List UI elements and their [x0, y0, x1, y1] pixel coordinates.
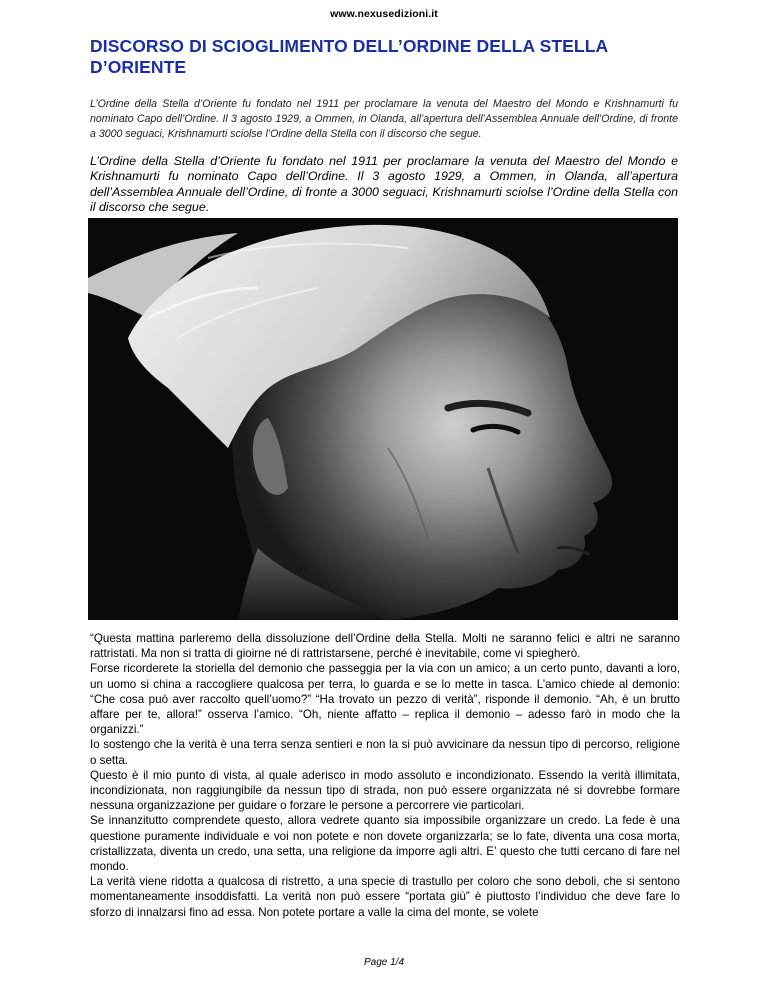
portrait-photo [88, 218, 678, 620]
abstract-intro-small: L’Ordine della Stella d’Oriente fu fondato nel 1911 per proclamare la venuta del Maestro del Mondo e Krishnamurti fu nominato Capo dell’Ordine. Il 3 agosto 1929, a Ommen, in Olanda, all’apertura dell’Assemblea Annuale dell’Ordine, di fronte a 3000 seguaci, Krishnamurti sciolse l’Ordine della Stella con il discorso che segue. [90, 98, 678, 140]
speech-paragraph: Io sostengo che la verità è una terra senza sentieri e non la si può avvicinare da nessun tipo di percorso, religione o setta. [90, 738, 680, 767]
speech-paragraph: Se innanzitutto comprendete questo, allora vedrete quanto sia impossibile organizzare un credo. La fede è una questione puramente individuale e voi non potete e non dovete organizzarla; se lo fate, diventa una cosa morta, cristallizzata, diventa un credo, una setta, una religione da imporre agli altri. E’ questo che tutti cercano di fare nel mondo. [90, 814, 680, 874]
page-number: Page 1/4 [363, 957, 405, 968]
speech-paragraph: Questo è il mio punto di vista, al quale aderisco in modo assoluto e incondizionato. Essendo la verità illimitata, incondizionata, non raggiungibile da nessun tipo di strada, non può essere organizzata né si dovrebbe formare nessuna organizzazione per guidare o forzare le persone a percorrere vie particolari. [90, 768, 680, 813]
speech-text [90, 631, 680, 920]
document-title: DISCORSO DI SCIOGLIMENTO DELL’ORDINE DELLA STELLA D’ORIENTE [90, 36, 608, 77]
site-url-header: www.nexusedizioni.it [330, 8, 438, 20]
abstract-intro-large: L’Ordine della Stella d’Oriente fu fondato nel 1911 per proclamare la venuta del Maestro del Mondo e Krishnamurti fu nominato Capo dell’Ordine. Il 3 agosto 1929, a Ommen, in Olanda, all’apertura dell’Assemblea Annuale dell’Ordine, di fronte a 3000 seguaci, Krishnamurti sciolse l’Ordine della Stella con il discorso che segue. [90, 154, 678, 215]
speech-paragraph: La verità viene ridotta a qualcosa di ristretto, a una specie di trastullo per coloro che sono deboli, che si sentono momentaneamente insoddisfatti. La verità non può essere “portata giù” è piuttosto l’individuo che deve fare lo sforzo di innalzarsi fino ad essa. Non potete portare a valle la cima del monte, se volete [90, 875, 680, 919]
portrait-photo-drawing [88, 218, 678, 620]
speech-paragraph: Forse ricorderete la storiella del demonio che passeggia per la via con un amico; a un certo punto, davanti a loro, un uomo si china a raccogliere qualcosa per terra, lo guarda e se lo mette in tasca. L’amico chiede al demonio: “Che cosa può aver raccolto quell’uomo?” “Ha trovato un pezzo di verità”, risponde il demonio. “Ah, è un brutto affare per te, allora!” osserva l’amico. “Oh, niente affatto – replica il demonio – adesso farò in modo che la organizzi.” [90, 662, 680, 737]
speech-paragraph: “Questa mattina parleremo della dissoluzione dell’Ordine della Stella. Molti ne saranno felici e altri ne saranno rattristati. Ma non si tratta di gioirne né di rattristarsene, perché è inevitabile, come vi spiegherò. [90, 632, 680, 661]
